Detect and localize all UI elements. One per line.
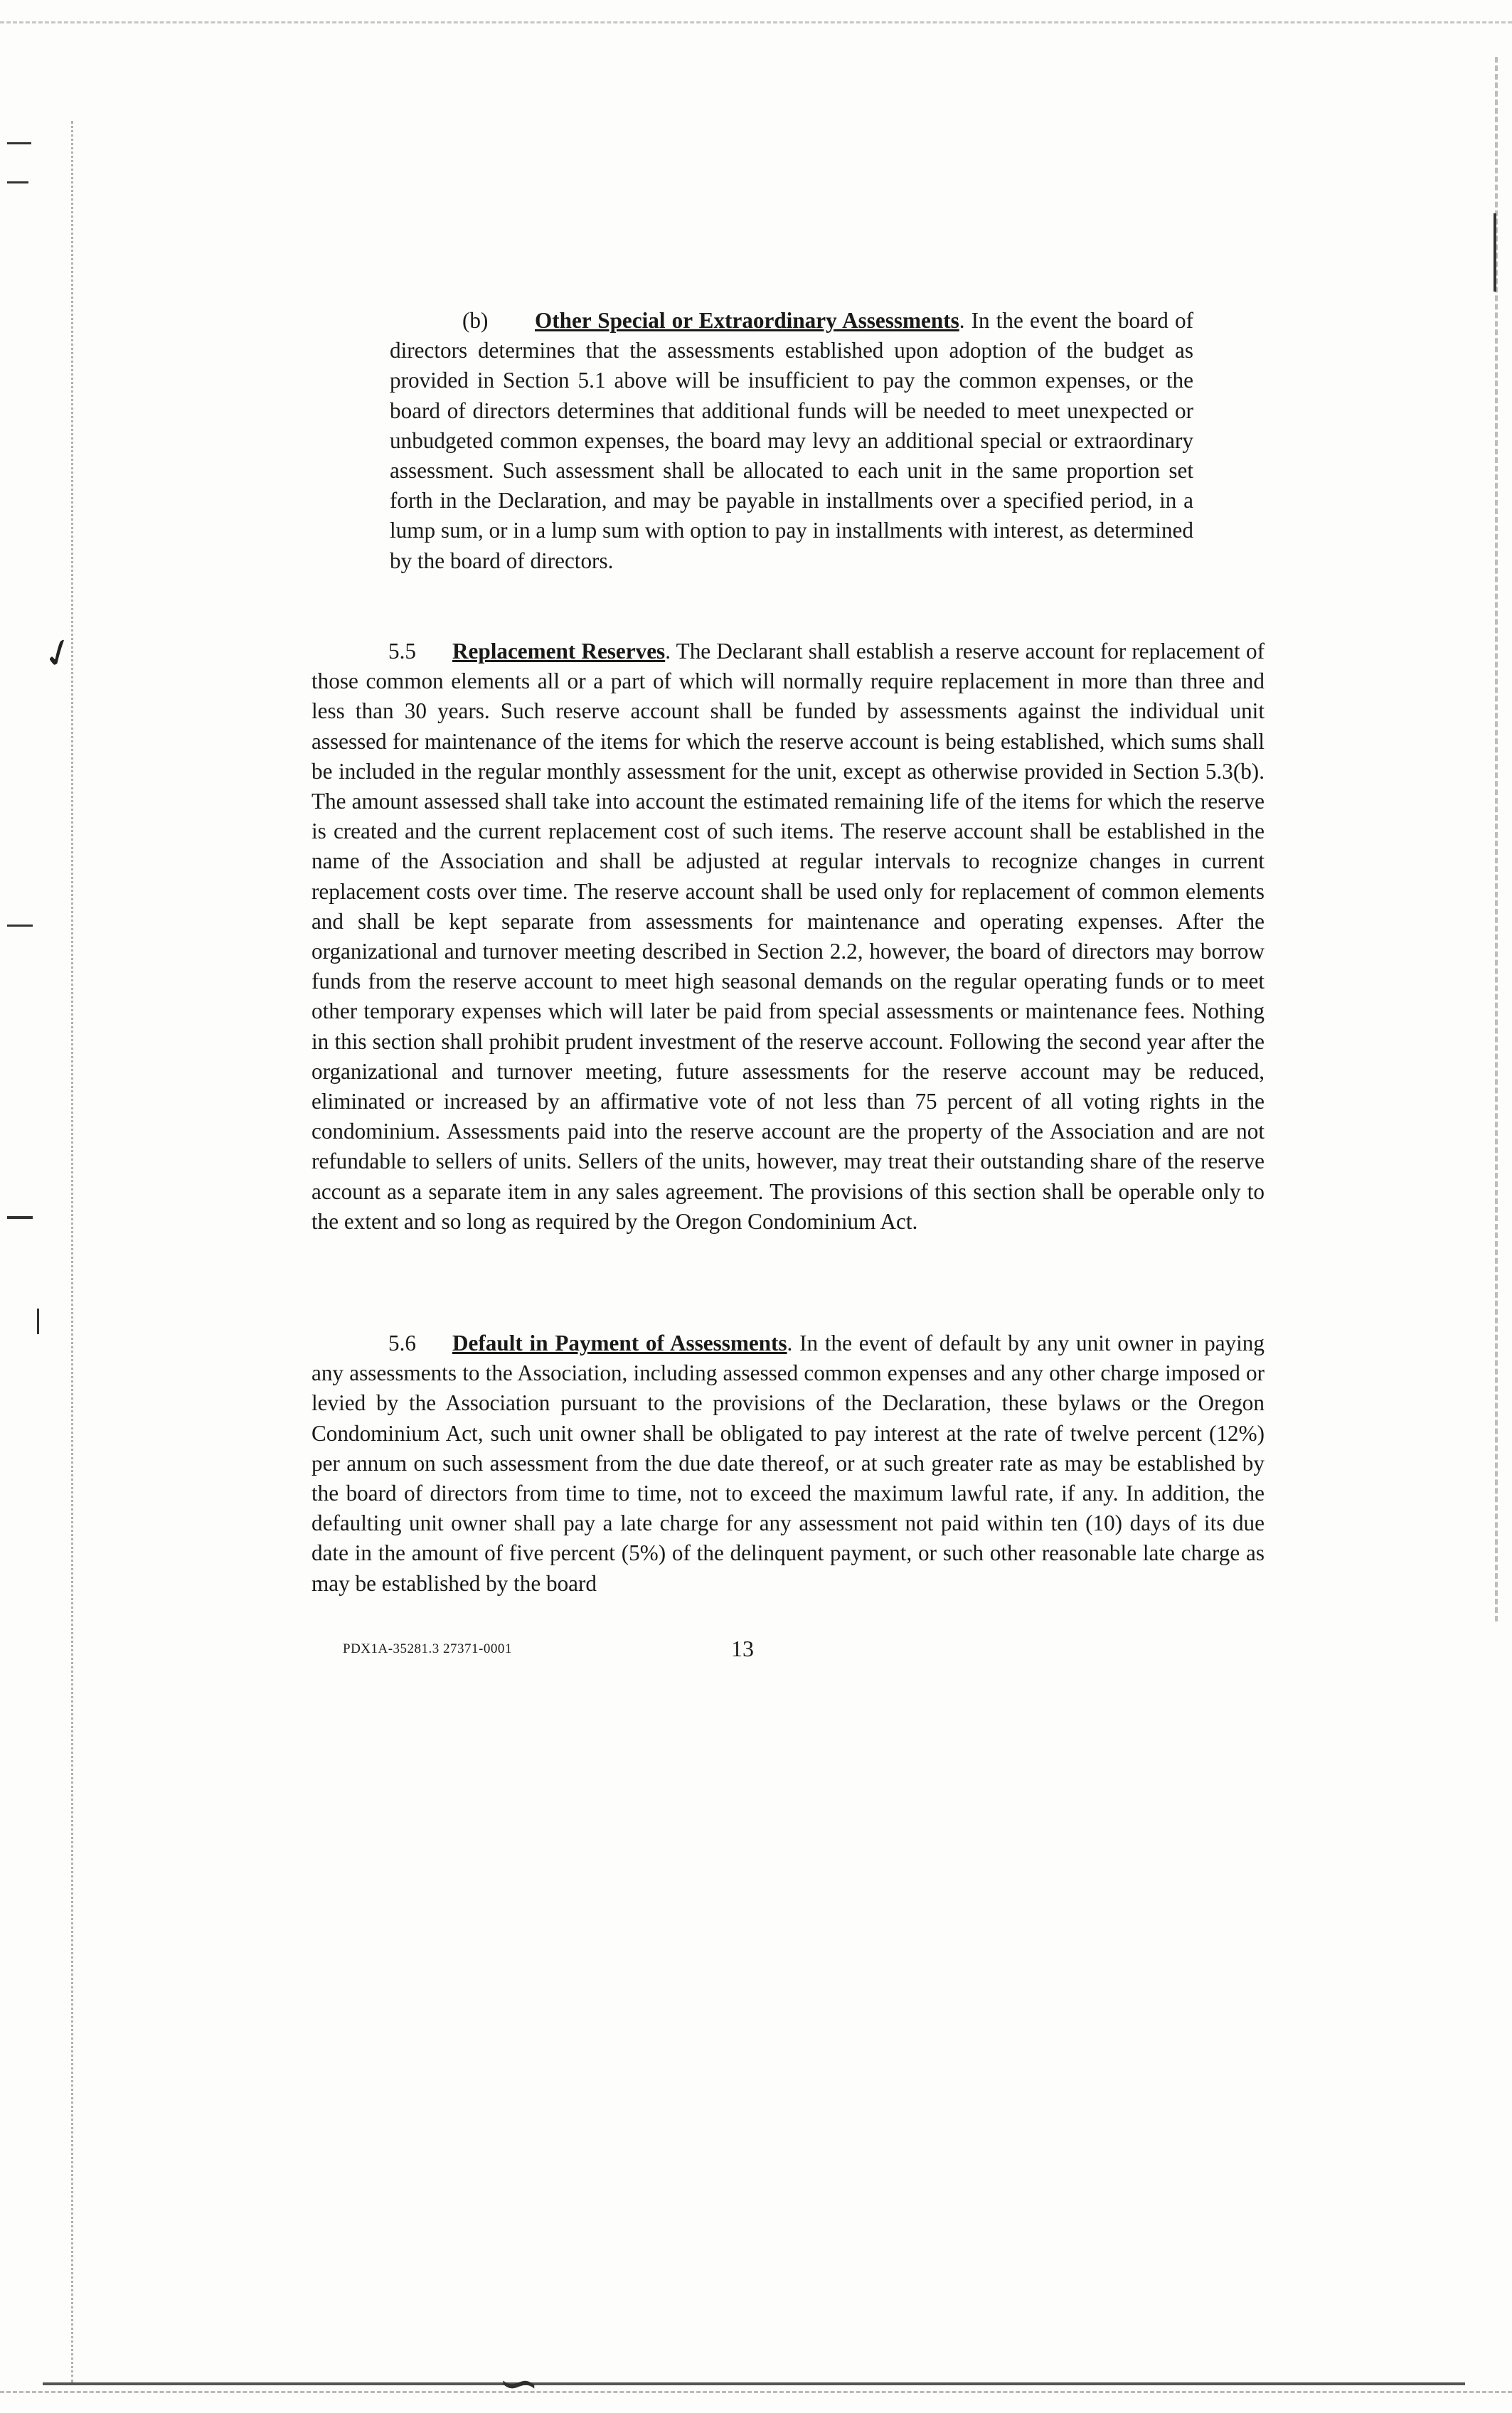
scan-edge-bottom-dashed: [0, 2391, 1512, 2393]
paragraph-section-b: [390, 306, 1193, 576]
section-5-5-body: . The Declarant shall establish a reserve account for replacement of those common elements all or a part of which will normally require replacement in more than three and less than 30 years. Such reserve account shall be funded by assessments against the individual unit assessed for maintenance of the items for which the reserve account is being established, which sums shall be included in the regular monthly assessment for the unit, except as otherwise provided in Section 5.3(b). The amount assessed shall take into account the estimated remaining life of the items for which the reserve is created and the current replacement cost of such items. The reserve account shall be established in the name of the Association and shall be adjusted at regular intervals to recognize changes in current replacement costs over time. The reserve account shall be used only for replacement of common elements and shall be kept separate from assessments for maintenance and operating expenses. After the organizational and turnover meeting described in Section 2.2, however, the board of directors may borrow funds from the reserve account to meet high seasonal demands on the regular operating funds or to meet other temporary expenses which will later be paid from special assessments or maintenance fees. Nothing in this section shall prohibit prudent investment of the reserve account. Following the second year after the organizational and turnover meeting, future assessments for the reserve account may be reduced, eliminated or increased by an affirmative vote of not less than 75 percent of all voting rights in the condominium. Assessments paid into the reserve account are the property of the Association and are not refundable to sellers of units. Sellers of the units, however, may treat their outstanding share of the reserve account as a separate item in any sales agreement. The provisions of this section shall be operable only to the extent and so long as required by the Oregon Condominium Act.: [312, 639, 1265, 1234]
paragraph-section-5-5: [312, 636, 1265, 1237]
paragraph-section-5-6: [312, 1328, 1265, 1599]
check-mark-icon: ✓: [36, 628, 81, 680]
scan-mark: [1494, 213, 1496, 292]
scan-margin-left: [71, 121, 73, 2382]
section-b-label: (b): [462, 308, 489, 333]
section-5-5-number: 5.5: [388, 639, 416, 664]
scan-margin-right: [1495, 57, 1498, 1621]
footer-page-number: 13: [731, 1636, 754, 1661]
scan-squiggle-icon: ∽: [498, 2357, 540, 2412]
section-5-6-number: 5.6: [388, 1331, 416, 1355]
section-5-6-body: . In the event of default by any unit owner in paying any assessments to the Association, including assessed common expenses and any other charge imposed or levied by the Association pursuant to the provisions of the Declaration, these bylaws or the Oregon Condominium Act, such unit owner shall be obligated to pay interest at the rate of twelve percent (12%) per annum on such assessment from the due date thereof, or at such greater rate as may be established by the board of directors from time to time, not to exceed the maximum lawful rate, if any. In addition, the defaulting unit owner shall pay a late charge for any assessment not paid within ten (10) days of its due date in the amount of five percent (5%) of the delinquent payment, or such other reasonable late charge as may be established by the board: [312, 1331, 1265, 1596]
section-b-body: . In the event the board of directors determines that the assessments established upon adoption of the budget as provided in Section 5.1 above will be insufficient to pay the common expenses, or the board of directors determines that additional funds will be needed to meet unexpected or unbudgeted common expenses, the board may levy an additional special or extraordinary assessment. Such assessment shall be allocated to each unit in the same proportion set forth in the Declaration, and may be payable in installments over a specified period, in a lump sum, or in a lump sum with option to pay in installments with interest, as determined by the board of directors.: [390, 308, 1193, 573]
scan-mark: [7, 181, 28, 183]
section-b-heading: Other Special or Extraordinary Assessments: [535, 308, 959, 333]
section-5-5-heading: Replacement Reserves: [452, 639, 666, 664]
section-5-6-heading: Default in Payment of Assessments: [452, 1331, 787, 1355]
scan-mark: [7, 1216, 33, 1219]
footer-doc-id: PDX1A-35281.3 27371-0001: [343, 1641, 512, 1656]
scan-mark: [37, 1309, 39, 1334]
scan-mark: [7, 142, 31, 144]
scan-edge-top: [0, 21, 1512, 23]
scan-edge-bottom: [43, 2382, 1465, 2385]
scan-mark: [7, 925, 33, 927]
